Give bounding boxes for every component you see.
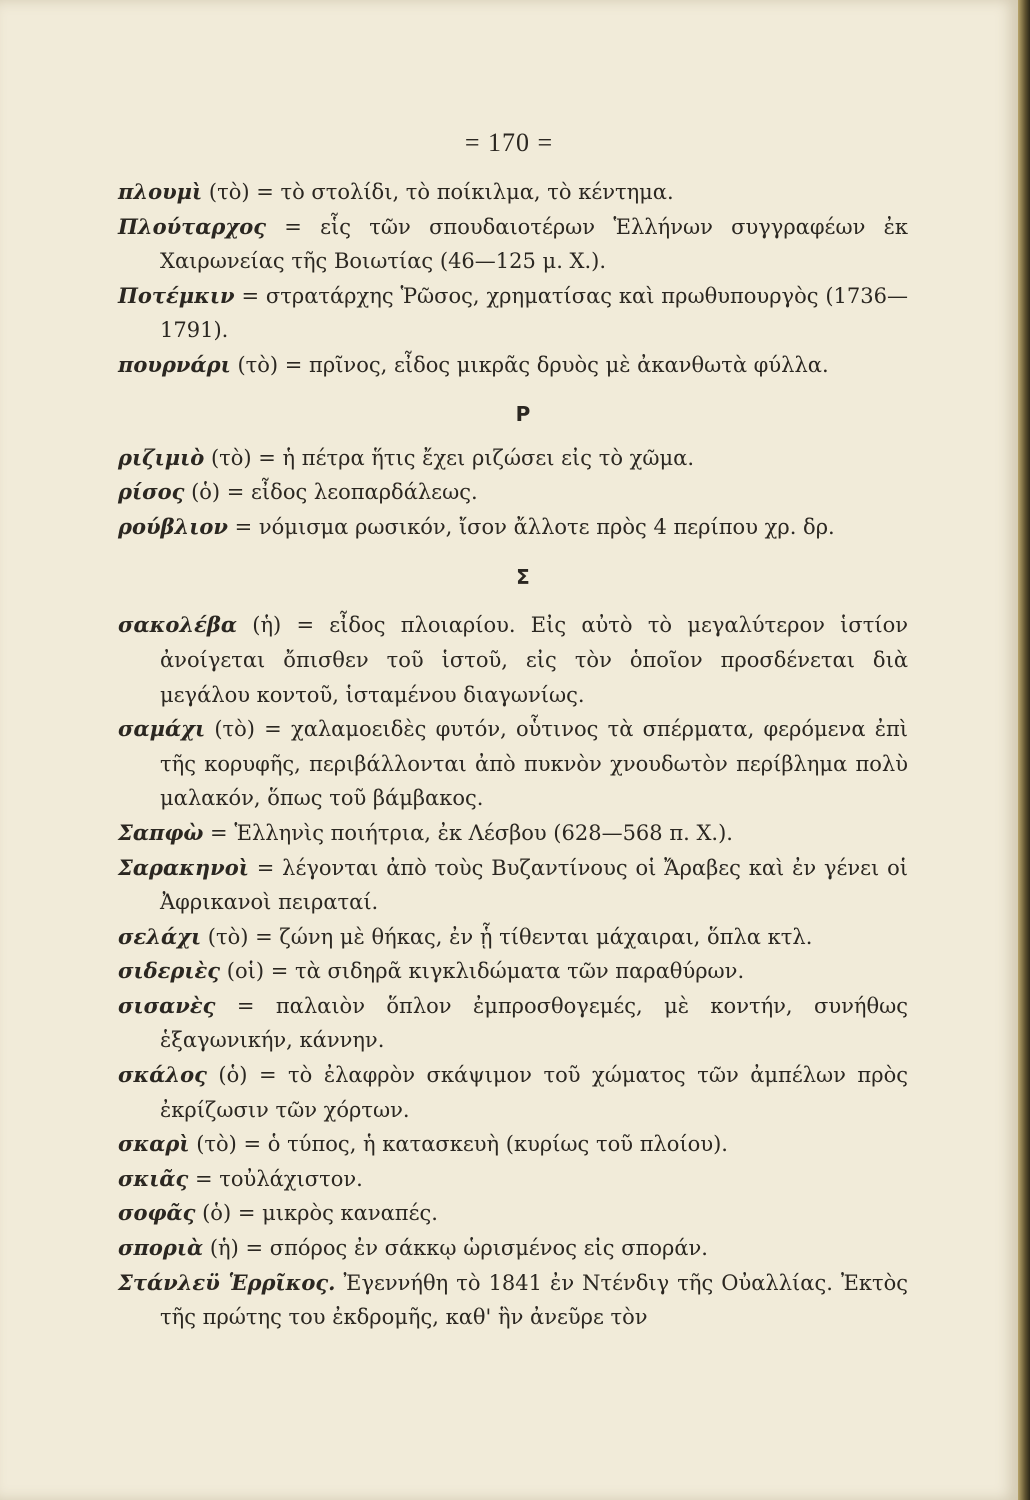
entry (118, 210, 908, 279)
entry-headword: Σαπφὼ (118, 819, 204, 845)
entry-definition: (τὸ) = ἡ πέτρα ἥτις ἔχει ριζώσει εἰς τὸ χῶμα. (204, 445, 695, 470)
entry-definition: (ὁ) = μικρὸς καναπές. (195, 1201, 438, 1226)
entry-definition: = λέγονται ἀπὸ τοὺς Βυζαντίνους οἱ Ἄραβες καὶ ἐν γένει οἱ Ἀφρικανοὶ πειραταί. (160, 855, 908, 915)
entry-definition: Ἐγεννήθη τὸ 1841 ἐν Ντένδιγ τῆς Οὐαλλίας. Ἐκτὸς τῆς πρώτης του ἐκδρομῆς, καθ' ἣν ἀνεῦρε τὸν (160, 1270, 909, 1330)
entry-definition: (ὁ) = τὸ ἐλαφρὸν σκάψιμον τοῦ χώματος τῶν ἀμπέλων πρὸς ἐκρίζωσιν τῶν χόρτων. (160, 1063, 908, 1122)
entry-definition: (ἡ) = εἶδος πλοιαρίου. Εἰς αὐτὸ τὸ μεγαλύτερον ἱστίον ἀνοίγεται ὄπισθεν τοῦ ἱστοῦ, εἰς τὸν ὁποῖον προσδένεται διὰ μεγάλου κοντοῦ, ἱσταμένου διαγωνίως. (160, 613, 908, 707)
entry-headword: Πλούταρχος (118, 213, 267, 239)
entry (118, 279, 908, 348)
entry (118, 608, 908, 712)
entry-definition: = Ἑλληνὶς ποιήτρια, ἐκ Λέσβου (628—568 π. Χ.). (203, 820, 733, 845)
entry (118, 920, 908, 955)
entry-headword: σοφᾶς (118, 1200, 196, 1226)
entry-definition: = νόμισμα ρωσικόν, ἴσον ἄλλοτε πρὸς 4 περίπου χρ. δρ. (227, 514, 835, 539)
entry-headword: σιδεριὲς (118, 958, 221, 984)
entry (118, 175, 908, 210)
entry-headword: ρούβλιον (118, 513, 228, 539)
entry-headword: σισανὲς (118, 992, 216, 1018)
entry-headword: Στάνλεϋ Ἑρρῖκος. (118, 1269, 336, 1295)
page-number: = 170 = (464, 128, 554, 157)
entry (118, 1196, 908, 1231)
entry-definition: (τὸ) = πρῖνος, εἶδος μικρᾶς δρυὸς μὲ ἀκανθωτὰ φύλλα. (230, 352, 829, 377)
entry-headword: σκιᾶς (118, 1165, 189, 1191)
entry (118, 1266, 908, 1335)
entry-headword: σκαρὶ (118, 1131, 190, 1157)
entry-definition: (τὸ) = τὸ στολίδι, τὸ ποίκιλμα, τὸ κέντημα. (202, 180, 674, 204)
page-edge-shadow (1018, 0, 1030, 1500)
entry-headword: σαμάχι (118, 716, 206, 742)
entry-headword: σακολέβα (118, 612, 237, 638)
entry-headword: Ποτέμκιν (118, 282, 235, 308)
section-letter-rho: Ρ (515, 401, 531, 426)
entry (118, 441, 908, 476)
entry-definition: (τὸ) = ὁ τύπος, ἡ κατασκευὴ (κυρίως τοῦ πλοίου). (189, 1132, 728, 1157)
entry (118, 475, 908, 510)
entry-definition: = στρατάρχης Ῥῶσος, χρηματίσας καὶ πρωθυπουργὸς (1736—1791). (160, 283, 908, 343)
entry (118, 989, 908, 1058)
entry-headword: σελάχι (118, 923, 202, 949)
entry-definition: (οἱ) = τὰ σιδηρᾶ κιγκλιδώματα τῶν παραθύρων. (220, 959, 745, 984)
section-letter-sigma: Σ (516, 565, 530, 590)
entry (118, 1231, 908, 1266)
entry-headword: πουρνάρι (118, 351, 231, 377)
entry-headword: Σαρακηνοὶ (118, 854, 249, 880)
entry-definition: = εἷς τῶν σπουδαιοτέρων Ἑλλήνων συγγραφέων ἐκ Χαιρωνείας τῆς Βοιωτίας (46—125 μ. Χ.). (160, 214, 908, 274)
entry-definition: (τὸ) = ζώνη μὲ θήκας, ἐν ᾗ τίθενται μάχαιραι, ὅπλα κτλ. (201, 924, 813, 949)
entry-headword: σποριὰ (118, 1235, 204, 1261)
entry (118, 1162, 908, 1197)
entry (118, 348, 908, 383)
entry-headword: ρίσος (118, 479, 185, 505)
entry-headword: πλουμὶ (118, 179, 203, 204)
entry (118, 851, 908, 920)
entry (118, 1127, 908, 1162)
entry-headword: σκάλος (118, 1062, 207, 1088)
entry-headword: ριζιμιὸ (118, 444, 205, 470)
entry (118, 816, 908, 851)
entry-definition: = τοὐλάχιστον. (188, 1166, 363, 1191)
entry-definition: (τὸ) = χαλαμοειδὲς φυτόν, οὗτινος τὰ σπέρματα, φερόμενα ἐπὶ τῆς κορυφῆς, περιβάλλονται ἀπὸ πυκνὸν χνουδωτὸν περίβλημα πολὺ μαλακόν, ὅπως τοῦ βάμβακος. (160, 717, 908, 811)
entry-definition: (ὁ) = εἶδος λεοπαρδάλεως. (184, 480, 478, 505)
entry (118, 1058, 908, 1127)
entry (118, 510, 908, 545)
entry-definition: = παλαιὸν ὅπλον ἐμπροσθογεμές, μὲ κοντήν, συνήθως ἑξαγωνικήν, κάννην. (160, 993, 908, 1053)
entry-definition: (ἡ) = σπόρος ἐν σάκκῳ ὡρισμένος εἰς σποράν. (203, 1236, 708, 1261)
dictionary-entries (118, 175, 908, 1335)
entry (118, 954, 908, 989)
entry (118, 712, 908, 816)
